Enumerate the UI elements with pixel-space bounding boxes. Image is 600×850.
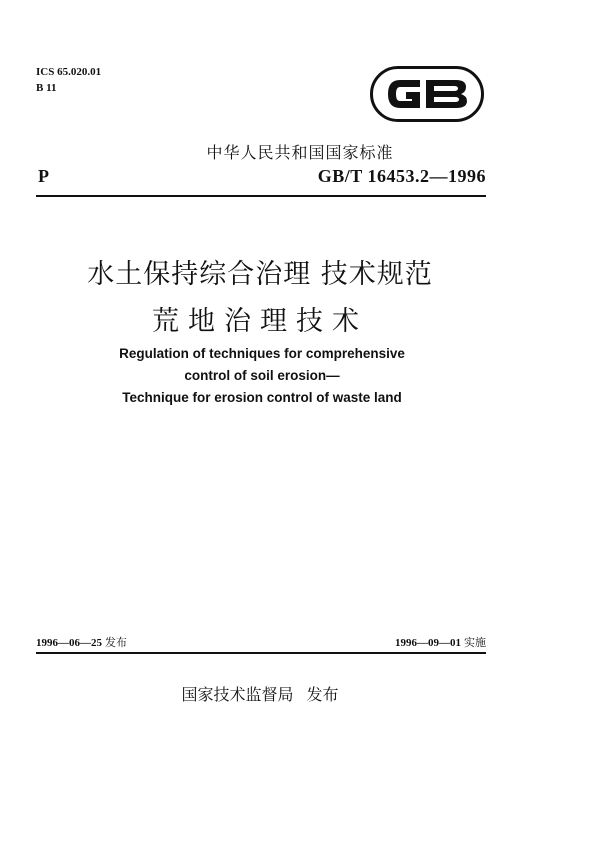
category-letter: P — [38, 166, 49, 186]
chinese-title-line-1: 水土保持综合治理 技术规范 — [87, 259, 433, 290]
issue-date: 1996—06—25 — [36, 637, 102, 649]
english-title-line-2: control of soil erosion— — [184, 368, 340, 383]
gb-logo — [370, 66, 484, 122]
english-title-line-1: Regulation of techniques for comprehensive — [119, 346, 405, 361]
classification-block — [36, 64, 101, 96]
issue-date-block — [36, 634, 127, 650]
chinese-title-line-2: 荒地治理技术 — [152, 306, 368, 337]
standard-organization: 中华人民共和国国家标准 — [206, 143, 394, 162]
standard-number: GB/T 16453.2—1996 — [317, 166, 486, 186]
english-title-line-3: Technique for erosion control of waste land — [122, 390, 402, 405]
top-divider — [36, 195, 486, 197]
implementation-label: 实施 — [464, 636, 486, 649]
issue-label: 发布 — [105, 636, 127, 649]
publisher: 国家技术监督局 发布 — [181, 685, 339, 704]
ics-code: ICS 65.020.01 — [36, 66, 102, 78]
implementation-date: 1996—09—01 — [395, 637, 461, 649]
class-code: B 11 — [36, 82, 57, 94]
implementation-date-block — [395, 634, 486, 650]
english-title — [0, 343, 524, 409]
bottom-divider — [36, 652, 486, 654]
